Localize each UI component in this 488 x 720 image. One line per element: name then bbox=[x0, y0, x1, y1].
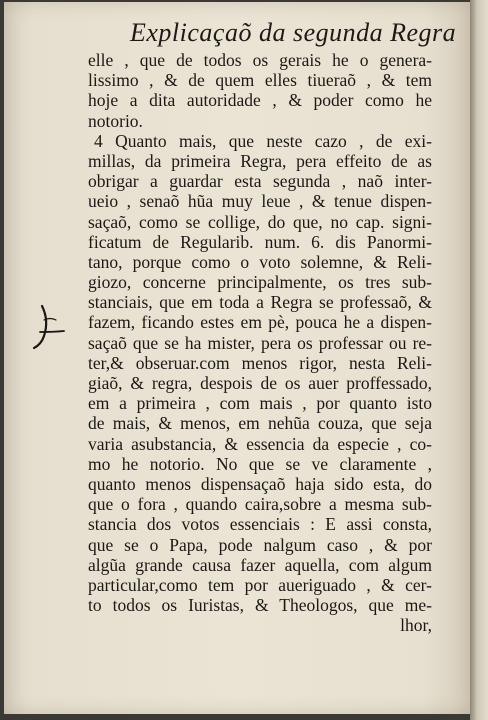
text-line: notorio. bbox=[88, 110, 143, 131]
text-line: stanciais, que em toda a Regra se professaõ, & bbox=[88, 292, 432, 313]
text-line: giozo, concerne principalmente, os tres sub- bbox=[88, 272, 432, 293]
body-text bbox=[88, 50, 432, 635]
text-line: ficatum de Regularib. num. 6. dis Panormi- bbox=[88, 231, 432, 252]
text-line: saçaõ, como se collige, do que, no cap. signi- bbox=[88, 211, 432, 232]
text-line: ueio , senaõ hũa muy leue , & tenue dispen- bbox=[88, 191, 432, 212]
text-line: lhor, bbox=[400, 615, 432, 636]
text-line: em a primeira , com mais , por quanto isto bbox=[88, 393, 432, 414]
text-line: stancia dos votos essenciais : E assi consta, bbox=[88, 514, 432, 535]
text-line: saçaõ que se ha mister, pera os professar ou re- bbox=[88, 332, 432, 353]
text-line: algũa grande causa fazer aquella, com algum bbox=[88, 554, 432, 575]
running-header: Explicaçaõ da segunda Regra bbox=[130, 18, 457, 47]
text-line: ter,& obseruar.com menos rigor, nesta Reli- bbox=[88, 352, 432, 373]
text-line: millas, da primeira Regra, pera effeito de as bbox=[88, 150, 432, 171]
text-line: mo he notorio. No que se ve claramente , bbox=[88, 453, 432, 474]
text-line: elle , que de todos os gerais he o genera- bbox=[88, 50, 432, 70]
text-line: de mais, & menos, em nehũa couza, que seja bbox=[88, 413, 432, 434]
text-line: que o fora , quando caira,sobre a mesma sub- bbox=[88, 494, 432, 515]
text-line: particular,como tem por aueriguado , & cer- bbox=[88, 574, 432, 595]
text-line: que se o Papa, pode nalgum caso , & por bbox=[88, 534, 432, 555]
text-line: tano, porque como o voto solemne, & Reli- bbox=[88, 251, 432, 272]
text-line: fazem, ficando estes em pè, pouca he a dispen- bbox=[88, 312, 432, 333]
text-line: giaõ, & regra, despois de os auer proffessado, bbox=[88, 373, 432, 393]
text-line: 4 Quanto mais, que neste cazo , de exi- bbox=[94, 130, 432, 151]
handwritten-margin-mark-icon bbox=[28, 302, 68, 352]
text-line: to todos os Iuristas, & Theologos, que me- bbox=[88, 595, 432, 616]
text-line: lissimo , & de quem elles tiueraõ , & tem bbox=[88, 70, 432, 91]
text-line: obrigar a guardar esta segunda , naõ inter- bbox=[88, 171, 432, 192]
text-line: hoje a dita autoridade , & poder como he bbox=[88, 90, 432, 111]
text-line: varia asubstancia, & essencia da especie , co- bbox=[88, 433, 432, 454]
page-gutter bbox=[470, 0, 488, 720]
text-line: quanto menos dispensaçaõ haja sido esta, do bbox=[88, 473, 432, 494]
